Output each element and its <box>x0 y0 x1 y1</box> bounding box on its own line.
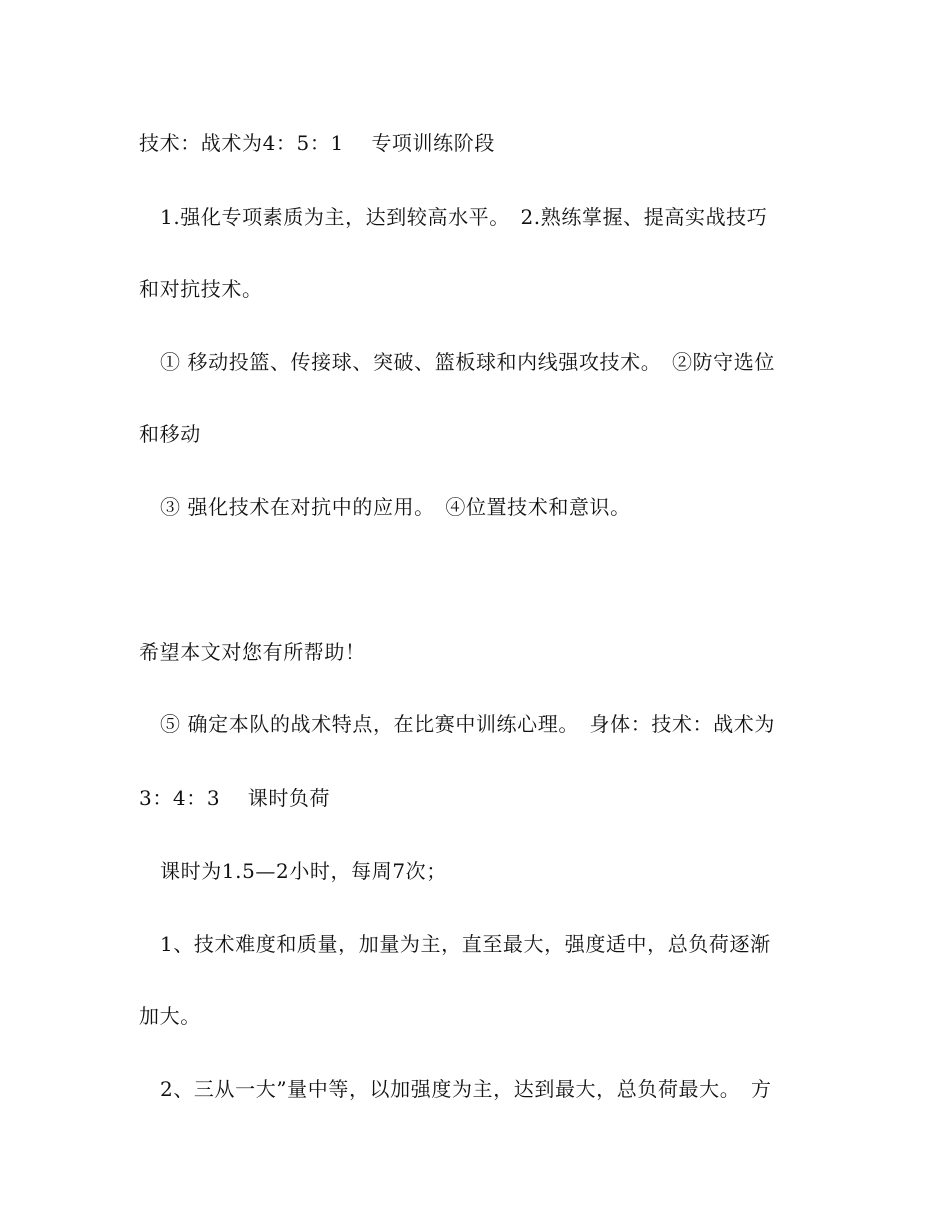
text-line-10: 课时为1.5—2小时，每周7次； <box>160 859 447 883</box>
text-line-7: 希望本文对您有所帮助！ <box>139 640 366 664</box>
text-line-6: ③ 强化技术在对抗中的应用。 ④位置技术和意识。 <box>160 495 631 519</box>
text-line-3: 和对抗技术。 <box>139 277 263 301</box>
text-line-2: 1.强化专项素质为主，达到较高水平。 2.熟练掌握、提高实战技巧 <box>160 205 768 229</box>
text-line-5: 和移动 <box>139 422 201 446</box>
text-line-13: 2、三从一大”量中等，以加强度为主，达到最大，总负荷最大。 方 <box>160 1077 772 1101</box>
text-line-9: 3：4：3 课时负荷 <box>139 786 331 810</box>
text-line-12: 加大。 <box>139 1004 201 1028</box>
text-line-11: 1、技术难度和质量，加量为主，直至最大，强度适中，总负荷逐渐 <box>160 932 771 956</box>
text-line-1: 技术：战术为4：5：1 专项训练阶段 <box>139 131 495 155</box>
text-line-4: ① 移动投篮、传接球、突破、篮板球和内线强攻技术。 ②防守选位 <box>160 350 775 374</box>
text-line-8: ⑤ 确定本队的战术特点，在比赛中训练心理。 身体：技术：战术为 <box>160 712 775 736</box>
